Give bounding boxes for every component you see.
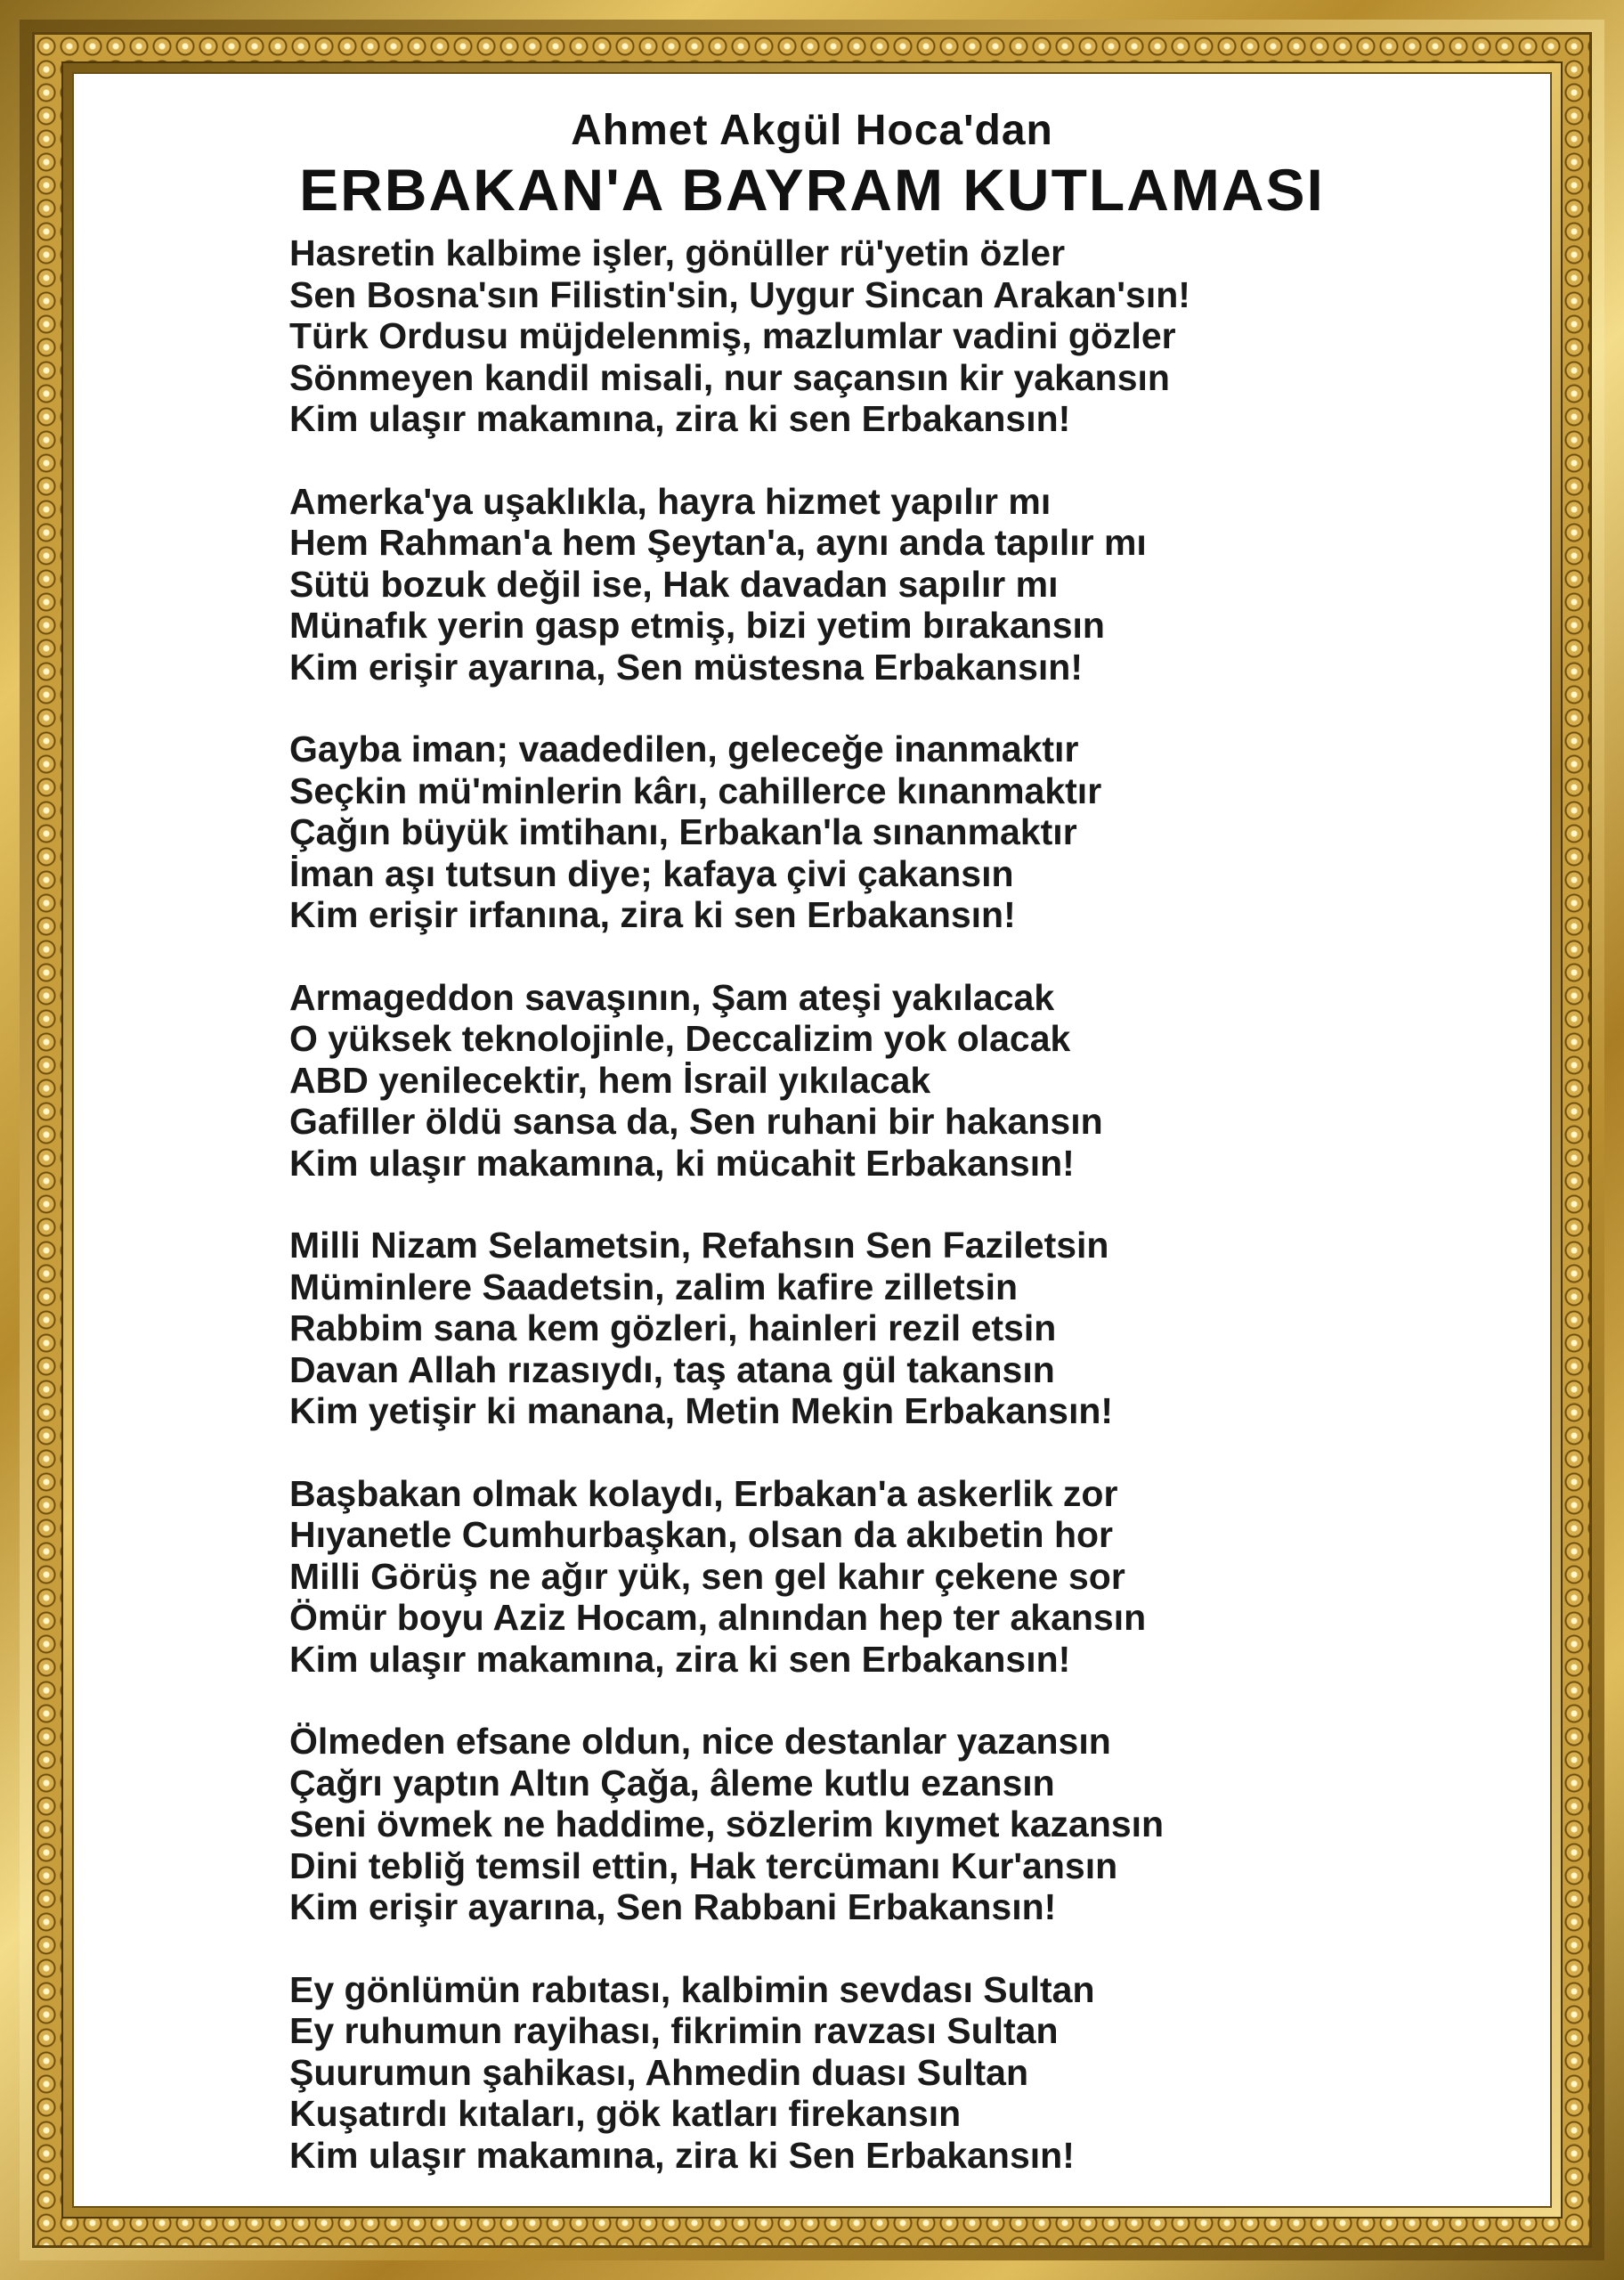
poem-line: Münafık yerin gasp etmiş, bizi yetim bırakansın [289, 605, 1105, 646]
poem-line: Ömür boyu Aziz Hocam, alnından hep ter akansın [289, 1597, 1147, 1638]
stanza [289, 1473, 1447, 1681]
poem-line: Amerka'ya uşaklıkla, hayra hizmet yapılır mı [289, 480, 1052, 522]
poem-line: Kim ulaşır makamına, zira ki Sen Erbakansın! [289, 2134, 1075, 2176]
frame-bead-band [32, 32, 1592, 2248]
poem-line: Hıyanetle Cumhurbaşkan, olsan da akıbetin hor [289, 1514, 1114, 1555]
poem-line: Hem Rahman'a hem Şeytan'a, aynı anda tapılır mı [289, 522, 1147, 563]
poem-line: Ölmeden efsane oldun, nice destanlar yazansın [289, 1721, 1111, 1762]
stanza [289, 729, 1447, 936]
poem-line: Çağrı yaptın Altın Çağa, âleme kutlu ezansın [289, 1762, 1055, 1804]
poem-line: Şuurumun şahikası, Ahmedin duası Sultan [289, 2051, 1029, 2093]
poem-line: Ey ruhumun rayihası, fikrimin ravzası Sultan [289, 2010, 1059, 2051]
frame-inner-molding [61, 61, 1563, 2219]
poem-line: Dini tebliğ temsil ettin, Hak tercümanı Kur'ansın [289, 1844, 1118, 1886]
poem-line: Kim yetişir ki manana, Metin Mekin Erbakansın! [289, 1390, 1114, 1431]
poem-line: Rabbim sana kem gözleri, hainleri rezil etsin [289, 1307, 1057, 1348]
poem-line: Kim erişir ayarına, Sen Rabbani Erbakansın! [289, 1886, 1057, 1927]
poem-line: Kim ulaşır makamına, zira ki sen Erbakansın! [289, 1638, 1071, 1680]
poem-line: Seçkin mü'minlerin kârı, cahillerce kınanmaktır [289, 770, 1102, 811]
poem-line: Gafiller öldü sansa da, Sen ruhani bir hakansın [289, 1101, 1103, 1142]
poem-sheet [72, 72, 1552, 2208]
poem-subtitle: Ahmet Akgül Hoca'dan [571, 107, 1053, 154]
stanza [289, 1721, 1447, 1928]
stanza [289, 1969, 1447, 2177]
poem-title: ERBAKAN'A BAYRAM KUTLAMASI [299, 157, 1325, 223]
poem-line: Kim erişir irfanına, zira ki sen Erbakansın! [289, 894, 1016, 935]
poem-line: Kuşatırdı kıtaları, gök katları firekansın [289, 2093, 962, 2134]
stanza [289, 481, 1447, 688]
frame-outer-molding [20, 20, 1604, 2260]
poem-line: Kim ulaşır makamına, ki mücahit Erbakansın! [289, 1142, 1075, 1184]
poem-line: Başbakan olmak kolaydı, Erbakan'a askerlik zor [289, 1472, 1118, 1514]
poem-line: İman aşı tutsun diye; kafaya çivi çakansın [289, 852, 1014, 894]
poem-line: Gayba iman; vaadedilen, geleceğe inanmaktır [289, 729, 1079, 770]
poem-line: Sönmeyen kandil misali, nur saçansın kir yakansın [289, 356, 1170, 398]
poem-line: Sen Bosna'sın Filistin'sin, Uygur Sincan Arakan'sın! [289, 273, 1190, 315]
poem-line: Armageddon savaşının, Şam ateşi yakılacak [289, 976, 1055, 1018]
poem-line: Çağın büyük imtihanı, Erbakan'la sınanmaktır [289, 811, 1077, 852]
poem-line: Müminlere Saadetsin, zalim kafire zilletsin [289, 1266, 1018, 1307]
poem-line: Ey gönlümün rabıtası, kalbimin sevdası Sultan [289, 1968, 1095, 2010]
poem-line: Milli Görüş ne ağır yük, sen gel kahır çekene sor [289, 1555, 1125, 1597]
poem-line: Kim ulaşır makamına, zira ki sen Erbakansın! [289, 398, 1071, 439]
poem-line: O yüksek teknolojinle, Deccalizim yok olacak [289, 1018, 1071, 1059]
poem-line: Kim erişir ayarına, Sen müstesna Erbakansın! [289, 646, 1083, 688]
poem-line: ABD yenilecektir, hem İsrail yıkılacak [289, 1059, 931, 1101]
poem-line: Sütü bozuk değil ise, Hak davadan sapılır mı [289, 563, 1059, 605]
stanza [289, 232, 1447, 440]
stanza [289, 977, 1447, 1185]
poem-line: Seni övmek ne haddime, sözlerim kıymet kazansın [289, 1804, 1165, 1844]
poem-line: Milli Nizam Selametsin, Refahsın Sen Faziletsin [289, 1225, 1109, 1266]
poem-line: Hasretin kalbime işler, gönüller rü'yetin özler [289, 232, 1066, 273]
poem-body [289, 232, 1447, 2208]
poem-line: Türk Ordusu müjdelenmiş, mazlumlar vadini gözler [289, 315, 1176, 356]
poem-line: Davan Allah rızasıydı, taş atana gül takansın [289, 1348, 1055, 1390]
stanza [289, 1225, 1447, 1432]
